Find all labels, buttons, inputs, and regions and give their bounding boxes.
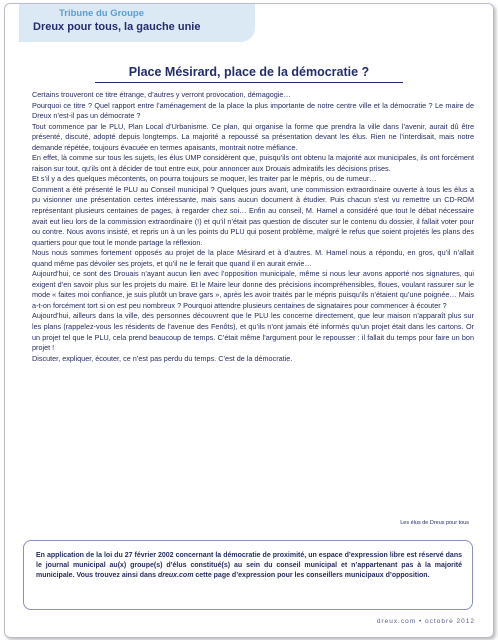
- page-frame: [4, 3, 494, 638]
- article-body: [32, 90, 474, 364]
- paragraph: En effet, là comme sur tous les sujets, les élus UMP considèrent que, puisqu’ils ont obtenu la majorité aux municipales, ils ont forcément raison sur tout, qu’ils ont à décider de tout entre eux, pour annoncer aux Drouais admiratifs les décisions prises.: [32, 153, 474, 173]
- page-footer: dreux.com • octobre 2012: [376, 618, 475, 625]
- banner-line-1: Tribune du Groupe: [59, 8, 144, 19]
- paragraph: Nous nous sommes fortement opposés au projet de la place Mésirard et à d’autres. M. Hamel nous a répondu, en gros, qu’il n’allait quand même pas dévoiler ses projets, et qu’il ne le ferait que quand il en aurait envie…: [32, 248, 474, 268]
- paragraph: Discuter, expliquer, écouter, ce n’est pas perdu du temps. C’est de la démocratie.: [32, 353, 293, 363]
- paragraph: Pourquoi ce titre ? Quel rapport entre l’aménagement de la place la plus importante de notre centre ville et la démocratie ? Le maire de Dreux n’est-il pas un démocrate ?: [32, 100, 474, 121]
- title-underline: [95, 82, 403, 83]
- paragraph: Comment a été présenté le PLU au Conseil municipal ? Quelques jours avant, une commission extraordinaire ouverte à tous les élus a pu visionner une présentation certes intéressante, mais sans aucun document à étudier. Puis chacun s’est vu remettre un CD-ROM représentant plusieurs centaines de pages, à regarder chez soi… Enfin au conseil, M. Hamel a considéré que tout le débat nécessaire avait eut lieu lors de la commission extraordinaire (!) et qu’il n’était pas question de discuter sur le contenu du dossier, il fallait voter pour ou contre. Nous avons insisté, et repris un à un les points du PLU qui posent problème, malgré le refus que soient projetés les plans des quartiers pour que tout le monde partage la réflexion.: [32, 184, 474, 247]
- signature: Les élus de Dreux pour tous: [400, 520, 469, 526]
- group-banner: [19, 4, 255, 42]
- legal-notice-site: dreux.com: [158, 572, 194, 579]
- paragraph: Aujourd’hui, ailleurs dans la ville, des personnes découvrent que le PLU les concerne directement, que leur maison n’apparaît plus sur les plans (rappelez-vous les résidents de l’avenue des Fenôts), et qu’ils n’ont jamais été informés qu’un projet était dans les cartons. Or un projet tel que le PLU, cela prend beaucoup de temps. C’était même l’argument pour le repousser : il fallait du temps pour faire un bon projet !: [32, 311, 474, 353]
- paragraph: Aujourd’hui, ce sont des Drouais n’ayant aucun lien avec l’opposition municipale, même si nous leur avons apporté nos signatures, qui exigent d’en savoir plus sur les projets du maire. Et le Maire leur donne des précisions incompréhensibles, floues, voulant rassurer sur le mode « faites moi confiance, je suis plutôt un brave gars », après les avoir traités par le mépris puisqu’ils n’étaient qu’une poignée… Mais a-t-on forcément tort si on est peu nombreux ? Pourquoi attendre plusieurs centaines de signataires pour commencer à écouter ?: [32, 269, 474, 310]
- paragraph: Certains trouveront ce titre étrange, d’autres y verront provocation, démagogie…: [32, 90, 291, 99]
- legal-notice-box: [23, 540, 473, 610]
- paragraph: Tout commence par le PLU, Plan Local d’Urbanisme. Ce plan, qui organise la forme que prendra la ville dans l’avenir, aurait dû être présenté, discuté, adopté depuis longtemps. La majorité a repoussé sa présentation devant les élus. Rien ne l’interdisait, mais notre demande répétée, toujours évacuée en termes apaisants, montrait notre méfiance.: [32, 121, 474, 152]
- legal-notice-start: En application de la loi du 27 février 2002 concernant la démocratie de proximité, un espace d’expression libre est réservé dans le journal municipal au(x) groupe(s) d’élus constitué(s) au sein du conseil municipal et n’appartenant pas à la majorité municipale. Vous trouvez ainsi dans: [36, 552, 462, 579]
- article-title: Place Mésirard, place de la démocratie ?: [128, 65, 370, 79]
- paragraph: Et s’il y a des quelques mécontents, on pourra toujours se moquer, les traiter par le mépris, ou de rumeur…: [32, 174, 377, 184]
- banner-line-2: Dreux pour tous, la gauche unie: [33, 21, 201, 33]
- article-title-block: [5, 65, 493, 79]
- legal-notice: [36, 551, 462, 581]
- legal-notice-end: cette page d’expression pour les conseillers municipaux d’opposition.: [193, 572, 430, 579]
